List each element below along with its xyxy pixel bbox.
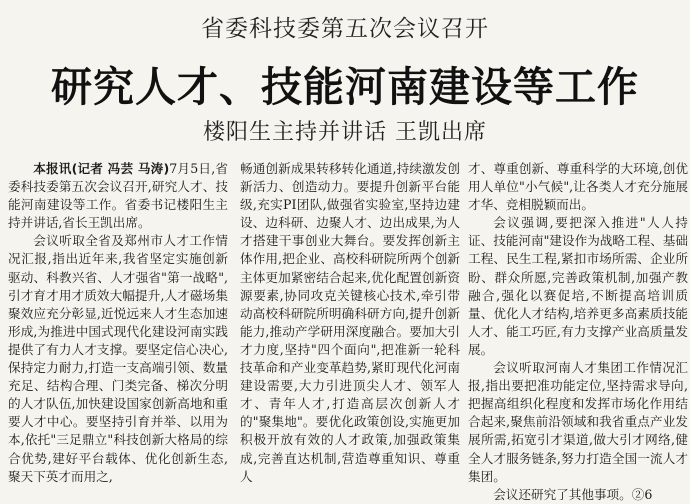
article-paragraph: 会议听取全省及郑州市人才工作情况汇报,指出近年来,我省坚定实施创新驱动、科教兴省、人才强省"第一战略",引才育才用才质效大幅提升,人才磁场集聚效应充分彰显,近悦远来人才生态加速形成,为推进中国式现代化建设河南实践提供了有力人才支撑。要坚定信心决心,保持定力耐力,打造一支高端引领、数量充足、结构合理、门类完备、梯次分明的人才队伍,加快建设国家创新高地和重要人才中心。要坚持引育并举、以用为本,依托"三足鼎立"科技创新大格局的综合优势,建好平台载体、优化创新生态,聚天下英才而用之,: [8, 233, 228, 484]
article-column-3: [468, 160, 688, 502]
lead-text: 7月5日,省委科技委第五次会议召开,研究人才、技能河南建设等工作。省委书记楼阳生主持并讲话,省长王凯出席。: [8, 161, 229, 231]
article-paragraph: 会议听取河南人才集团工作情况汇报,指出要把准功能定位,坚持需求导向,把握高组织化程度和发挥市场化作用结合起来,聚焦前沿领域和我省重点产业发展所需,拓宽引才渠道,做大引才网络,健全人才服务链条,努力打造全国一流人才集团。: [468, 360, 688, 484]
article-body: [0, 160, 690, 502]
subhead: 楼阳生主持并讲话 王凯出席: [203, 120, 487, 145]
article-paragraph: 才、尊重创新、尊重科学的大环境,创优用人单位"小气候",让各类人才充分施展才华、竞相脱颖而出。: [468, 161, 688, 213]
headline: 研究人才、技能河南建设等工作: [51, 63, 639, 111]
article-paragraph: 会议还研究了其他事项。②6: [493, 486, 653, 502]
byline: 本报讯(记者 冯芸 马涛): [33, 161, 170, 176]
article-paragraph: 畅通创新成果转移转化通道,持续激发创新活力、创造动力。要提升创新平台能级,充实PI团队,做强省实验室,坚持边建设、边科研、边聚人才、边出成果,为人才搭建干事创业大舞台。要发挥创新主体作用,把企业、高校科研院所两个创新主体更加紧密结合起来,优化配置创新资源要素,协同攻克关键核心技术,牵引带动高校科研院所明确科研方向,提升创新能力,推动产学研用深度融合。要加大引才力度,坚持"四个面向",把准新一轮科技革命和产业变革趋势,紧盯现代化河南建设需要,大力引进顶尖人才、领军人才、青年人才,打造高层次创新人才的"聚集地"。要优化政策创设,实施更加积极开放有效的人才政策,加强政策集成,完善直达机制,营造尊重知识、尊重人: [240, 161, 460, 484]
article-column-2: [240, 160, 460, 490]
article-paragraph: [8, 160, 228, 232]
kicker: 省委科技委第五次会议召开: [201, 16, 489, 42]
article-paragraph: 会议强调,要把深入推进"人人持证、技能河南"建设作为战略工程、基础工程、民生工程,紧扣市场所需、企业所盼、群众所愿,完善政策机制,加强产教融合,强化以赛促培,不断提高培训质量、优化人才结构,培养更多高素质技能人才、能工巧匠,有力支撑产业高质量发展。: [468, 215, 688, 357]
article-column-1: [8, 160, 228, 490]
